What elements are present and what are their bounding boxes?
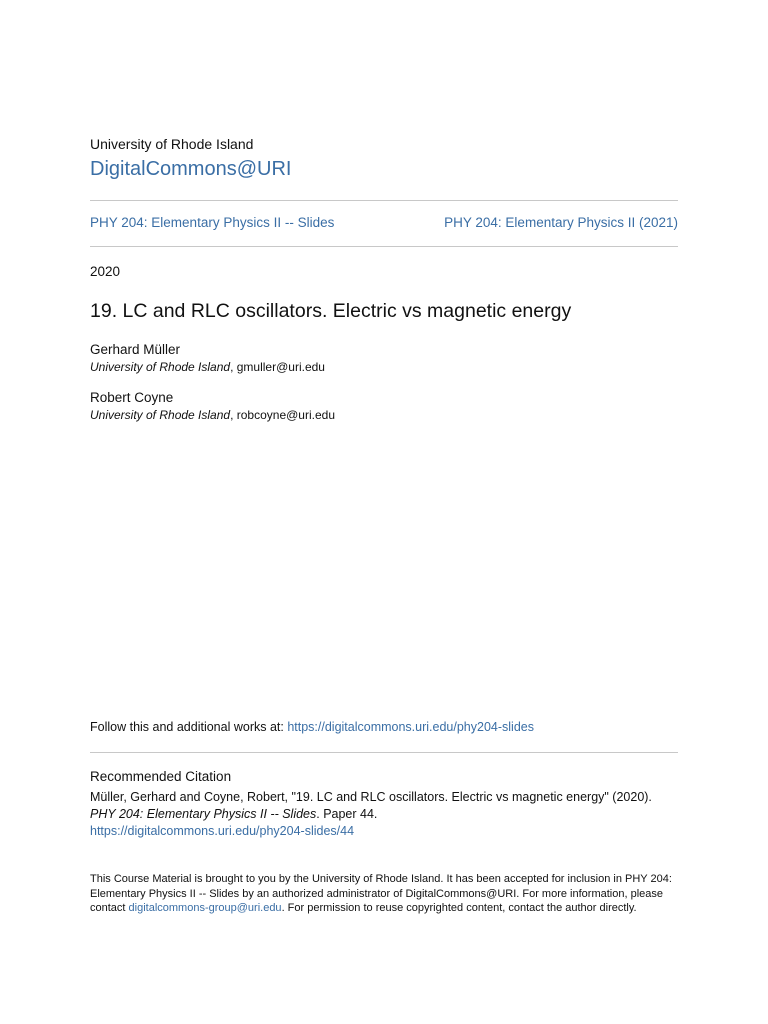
author-email: robcoyne@uri.edu: [236, 408, 335, 422]
collection-link[interactable]: PHY 204: Elementary Physics II (2021): [444, 215, 678, 230]
publication-year: 2020: [90, 264, 121, 279]
citation-series: PHY 204: Elementary Physics II -- Slides: [90, 807, 317, 821]
follow-text: Follow this and additional works at:: [90, 720, 288, 734]
disclaimer-part2: . For permission to reuse copyrighted content, contact the author directly.: [281, 902, 637, 915]
author-name: Gerhard Müller: [90, 342, 181, 357]
author-affiliation: University of Rhode Island, gmuller@uri.edu: [90, 360, 325, 374]
contact-email-link[interactable]: digitalcommons-group@uri.edu: [128, 902, 282, 915]
top-divider: [90, 200, 678, 201]
author-email: gmuller@uri.edu: [236, 360, 325, 374]
affiliation-name: University of Rhode Island: [90, 360, 231, 374]
disclaimer-text: [90, 872, 678, 916]
document-title: 19. LC and RLC oscillators. Electric vs magnetic energy: [90, 300, 572, 322]
author-name: Robert Coyne: [90, 390, 174, 405]
citation-link[interactable]: https://digitalcommons.uri.edu/phy204-slides/44: [90, 824, 355, 838]
author-affiliation: University of Rhode Island, robcoyne@uri.edu: [90, 408, 335, 422]
citation-plain: Müller, Gerhard and Coyne, Robert, "19. LC and RLC oscillators. Electric vs magnetic energy" (2020).: [90, 790, 652, 804]
citation-divider: [90, 752, 678, 753]
institution-name: University of Rhode Island: [90, 136, 254, 152]
series-link[interactable]: PHY 204: Elementary Physics II -- Slides: [90, 215, 335, 230]
repository-link[interactable]: DigitalCommons@URI: [90, 158, 292, 180]
citation-paper: . Paper 44.: [316, 807, 378, 821]
disclaimer-part1: This Course Material is brought to you by the University of Rhode Island. It has been accepted for inclusion in PHY 204: Elementary Physics II -- Slides by an authorized administrator of DigitalCommons@URI. For more information, please contact: [90, 873, 672, 915]
citation-heading: Recommended Citation: [90, 769, 232, 784]
affiliation-name: University of Rhode Island: [90, 408, 231, 422]
follow-line: [90, 720, 534, 734]
nav-divider: [90, 246, 678, 247]
citation-text: [90, 789, 678, 840]
follow-link[interactable]: https://digitalcommons.uri.edu/phy204-slides: [287, 720, 534, 734]
